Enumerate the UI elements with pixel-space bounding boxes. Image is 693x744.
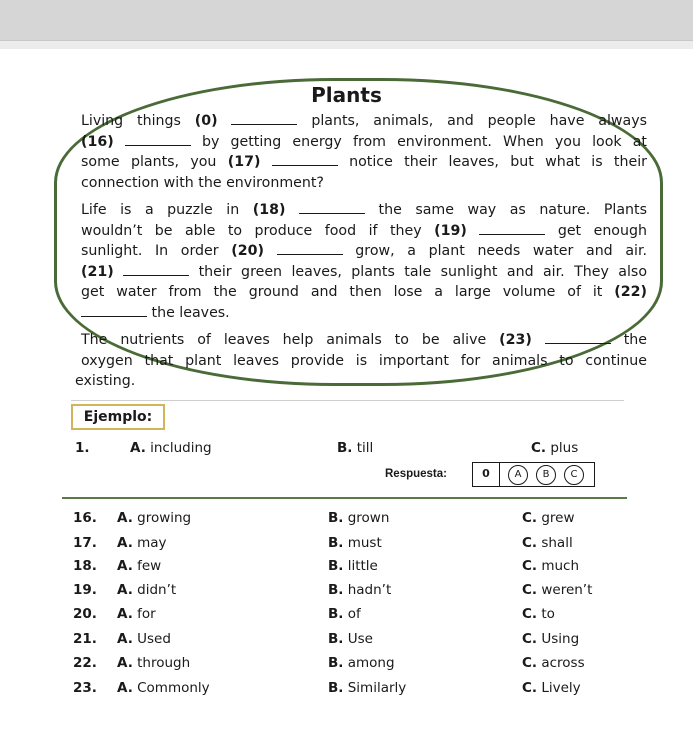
p1-line-3: some plants, you (17) notice their leaves, but what is their xyxy=(81,154,647,171)
blank-0 xyxy=(231,113,297,125)
option-a[interactable]: A. didn’t xyxy=(117,582,177,598)
question-row xyxy=(0,606,693,626)
bubble-a[interactable]: A xyxy=(508,465,528,485)
option-c[interactable]: C. weren’t xyxy=(522,582,593,598)
p2-line-3: sunlight. In order (20) grow, a plant needs water and air. xyxy=(81,243,648,260)
p2-line-4: (21) their green leaves, plants tale sunlight and air. They also xyxy=(81,263,648,280)
option-b[interactable]: B. grown xyxy=(328,510,390,526)
viewer-top-bar xyxy=(0,0,693,40)
question-number: 22. xyxy=(73,655,97,671)
example-option-a: A. including xyxy=(130,440,212,456)
p3-line-2: oxygen that plant leaves provide is important for animals to continue xyxy=(81,352,647,369)
option-b[interactable]: B. must xyxy=(328,535,382,551)
p2-line-6: the leaves. xyxy=(81,303,647,324)
paragraph-1 xyxy=(81,111,647,193)
example-number: 1. xyxy=(75,440,90,456)
question-number: 19. xyxy=(73,582,97,598)
example-option-b: B. till xyxy=(337,440,374,456)
page-top-edge xyxy=(0,40,693,49)
question-row xyxy=(0,680,693,700)
p1-line-4: connection with the environment? xyxy=(81,174,324,191)
question-number: 20. xyxy=(73,606,97,622)
question-row xyxy=(0,655,693,675)
option-b[interactable]: B. Similarly xyxy=(328,680,407,696)
answer-label: Respuesta: xyxy=(385,468,447,480)
option-c[interactable]: C. to xyxy=(522,606,555,622)
example-row xyxy=(0,440,693,460)
bubble-b[interactable]: B xyxy=(536,465,556,485)
example-label: Ejemplo: xyxy=(71,404,165,430)
example-option-c: C. plus xyxy=(531,440,579,456)
paragraph-2 xyxy=(81,200,647,324)
question-number: 16. xyxy=(73,510,97,526)
question-number: 18. xyxy=(73,558,97,574)
option-a[interactable]: A. Commonly xyxy=(117,680,210,696)
blank-20 xyxy=(277,243,343,255)
option-a[interactable]: A. through xyxy=(117,655,191,671)
option-c[interactable]: C. Using xyxy=(522,631,580,647)
questions-divider xyxy=(62,497,627,499)
answer-zero: 0 xyxy=(473,463,500,486)
blank-22 xyxy=(81,305,147,317)
option-c[interactable]: C. Lively xyxy=(522,680,581,696)
question-row xyxy=(0,631,693,651)
option-a[interactable]: A. for xyxy=(117,606,156,622)
option-a[interactable]: A. Used xyxy=(117,631,171,647)
option-a[interactable]: A. growing xyxy=(117,510,192,526)
passage-title: Plants xyxy=(311,83,382,107)
p3-line-1: The nutrients of leaves help animals to be alive (23) the xyxy=(81,332,647,348)
question-row xyxy=(0,558,693,578)
question-row xyxy=(0,582,693,602)
option-c[interactable]: C. across xyxy=(522,655,585,671)
option-b[interactable]: B. little xyxy=(328,558,378,574)
option-c[interactable]: C. much xyxy=(522,558,580,574)
p1-line-1: Living things (0) plants, animals, and people have always xyxy=(81,113,647,129)
question-number: 17. xyxy=(73,535,97,551)
option-a[interactable]: A. may xyxy=(117,535,167,551)
bubble-c[interactable]: C xyxy=(564,465,584,485)
answer-box xyxy=(472,462,595,487)
blank-21 xyxy=(123,264,189,276)
p3-line-3: existing. xyxy=(75,373,136,390)
option-c[interactable]: C. shall xyxy=(522,535,573,551)
p2-line-5: get water from the ground and then lose a large volume of it (22) xyxy=(81,284,647,301)
question-row xyxy=(0,510,693,530)
option-b[interactable]: B. among xyxy=(328,655,395,671)
p2-line-2: wouldn’t be able to produce food if they (19) get enough xyxy=(81,222,647,239)
question-row xyxy=(0,535,693,555)
question-number: 21. xyxy=(73,631,97,647)
example-top-rule xyxy=(71,400,624,401)
blank-19 xyxy=(479,223,545,235)
blank-17 xyxy=(272,154,338,166)
question-number: 23. xyxy=(73,680,97,696)
option-b[interactable]: B. hadn’t xyxy=(328,582,392,598)
blank-16 xyxy=(125,134,191,146)
option-a[interactable]: A. few xyxy=(117,558,162,574)
p1-line-2: (16) by getting energy from environment. When you look at xyxy=(81,133,647,150)
blank-18 xyxy=(299,202,365,214)
p2-line-1: Life is a puzzle in (18) the same way as nature. Plants xyxy=(81,202,647,218)
blank-23 xyxy=(545,332,611,344)
option-b[interactable]: B. Use xyxy=(328,631,373,647)
paragraph-3 xyxy=(75,330,647,392)
option-b[interactable]: B. of xyxy=(328,606,361,622)
option-c[interactable]: C. grew xyxy=(522,510,575,526)
